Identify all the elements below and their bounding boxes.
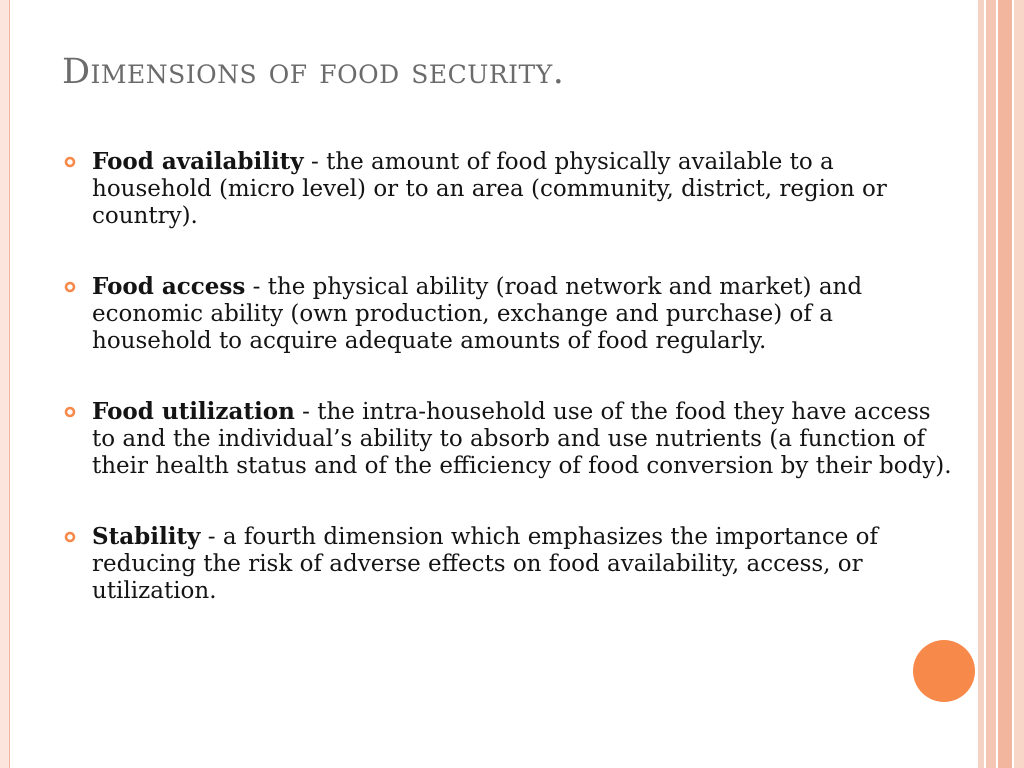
- bullet-text: the intra-household use of the food they have access to and the individual’s ability to absorb and use nutrients (a function of their health status and of the efficiency of food conversion by their body).: [92, 399, 952, 479]
- bullet-term: Food utilization: [92, 398, 295, 425]
- bullet-item-stability: [64, 523, 954, 605]
- bullet-text: the amount of food physically available to a household (micro level) or to an area (community, district, region or country).: [92, 149, 887, 229]
- ring-bullet-icon: [64, 156, 76, 168]
- stripe: [998, 0, 1012, 768]
- bullet-item-food-access: [64, 273, 954, 355]
- left-border-decoration: [0, 0, 10, 768]
- bullet-separator: -: [303, 149, 327, 175]
- orange-circle-decoration: [913, 640, 975, 702]
- bullet-separator: -: [245, 274, 268, 300]
- ring-bullet-icon: [64, 531, 76, 543]
- bullet-term: Food availability: [92, 148, 304, 175]
- ring-bullet-icon: [64, 406, 76, 418]
- bullet-term: Stability: [92, 523, 201, 550]
- stripe: [1014, 0, 1024, 768]
- bullet-separator: -: [294, 399, 318, 425]
- bullet-item-food-availability: [64, 148, 954, 230]
- right-stripe-decoration: [978, 0, 1024, 768]
- bullet-text: a fourth dimension which emphasizes the importance of reducing the risk of adverse effects on food availability, access, or utilization.: [92, 524, 879, 604]
- stripe: [986, 0, 996, 768]
- bullet-separator: -: [200, 524, 223, 550]
- bullet-list: [64, 148, 954, 648]
- bullet-text: the physical ability (road network and market) and economic ability (own production, exchange and purchase) of a household to acquire adequate amounts of food regularly.: [92, 274, 863, 354]
- bullet-term: Food access: [92, 273, 246, 300]
- bullet-item-food-utilization: [64, 398, 954, 480]
- ring-bullet-icon: [64, 281, 76, 293]
- slide-title: Dimensions of food security.: [62, 52, 565, 92]
